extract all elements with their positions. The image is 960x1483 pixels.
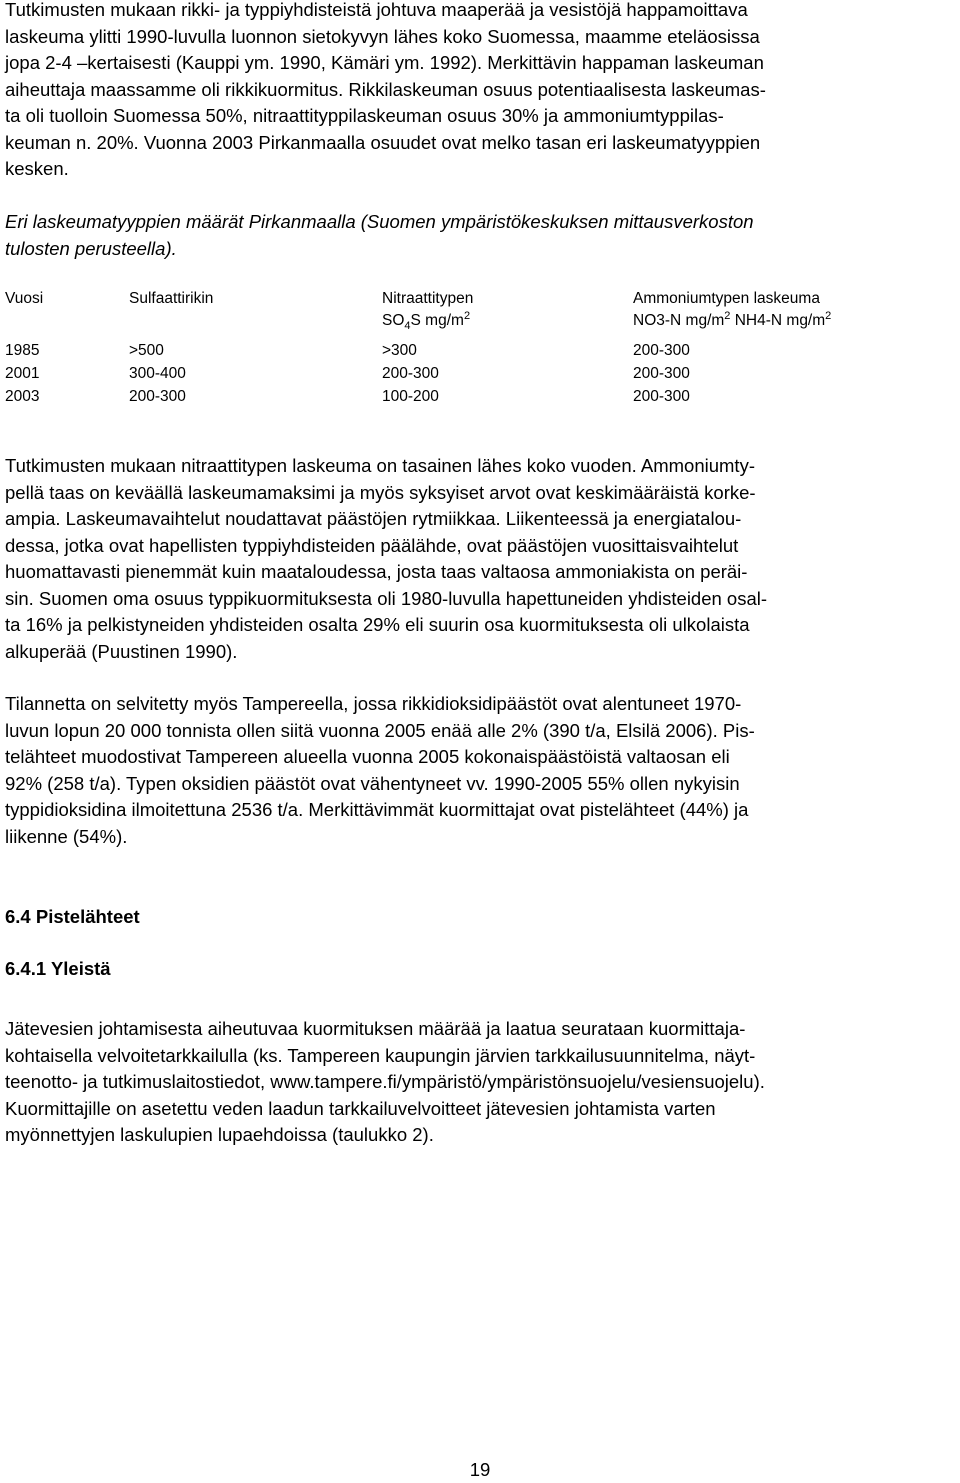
deposition-table — [5, 290, 945, 411]
table-row — [5, 342, 945, 365]
header-year: Vuosi — [5, 290, 44, 307]
subsection-heading: 6.4.1 Yleistä — [5, 958, 111, 979]
cell-ammonium: 200-300 — [633, 365, 690, 382]
table-row — [5, 365, 945, 388]
cell-year: 2003 — [5, 388, 40, 405]
cell-nitrate: >300 — [382, 342, 417, 359]
text-line: kesken. — [5, 158, 69, 179]
text-line: luvun lopun 20 000 tonnista ollen siitä vuonna 2005 enää alle 2% (390 t/a, Elsilä 2006). Pis- — [5, 719, 755, 741]
text-line: sin. Suomen oma osuus typpikuormituksesta oli 1980-luvulla hapettuneiden yhdisteiden osal- — [5, 587, 768, 609]
table-row — [5, 388, 945, 411]
header-ammonium — [633, 290, 831, 330]
text-line: Tilannetta on selvitetty myös Tampereella, jossa rikkidioksidipäästöt ovat alentuneet 1970- — [5, 693, 742, 714]
header-nitrate-label: Nitraattitypen — [382, 290, 474, 307]
cell-year: 2001 — [5, 365, 40, 382]
caption-line: tulosten perusteella). — [5, 237, 177, 259]
cell-sulfate: >500 — [129, 342, 164, 359]
cell-nitrate: 100-200 — [382, 388, 439, 405]
header-so4-unit: $SO_4S$ $mg/m^2$ — [382, 309, 471, 333]
cell-sulfate: 300-400 — [129, 365, 186, 382]
page-number: 19 — [469, 1459, 491, 1480]
text-line: Jätevesien johtamisesta aiheutuvaa kuormituksen määrää ja laatua seurataan kuormittaja- — [5, 1018, 746, 1039]
cell-year: 1985 — [5, 342, 40, 359]
text-line: ta 16% ja pelkistyneiden yhdisteiden osalta 29% eli suurin osa kuormituksesta oli ulkolaista — [5, 614, 750, 635]
text-line: myönnettyjen laskulupien lupaehdoissa (taulukko 2). — [5, 1124, 434, 1145]
general-paragraph — [5, 1016, 953, 1149]
text-line: Kuormittajille on asetettu veden laadun tarkkailuvelvoitteet jätevesien johtamista varten — [5, 1097, 716, 1119]
text-line: kohtaisella velvoitetarkkailulla (ks. Tampereen kaupungin järvien tarkkailusuunnitelma, näyt- — [5, 1044, 756, 1066]
text-line: alkuperää (Puustinen 1990). — [5, 640, 238, 662]
text-line: laskeuma ylitti 1990-luvulla luonnon sietokyvyn lähes koko Suomessa, maamme eteläosissa — [5, 25, 760, 47]
table-header-row — [5, 290, 945, 342]
text-line: Tutkimusten mukaan rikki- ja typpiyhdisteistä johtuva maaperää ja vesistöjä happamoittava — [5, 0, 748, 20]
text-line: liikenne (54%). — [5, 825, 128, 847]
header-ammonium-label: Ammoniumtypen laskeuma — [633, 290, 820, 307]
text-line: Tutkimusten mukaan nitraattitypen laskeuma on tasainen lähes koko vuoden. Ammoniumty- — [5, 455, 755, 476]
text-line: teenotto- ja tutkimuslaitostiedot, www.tampere.fi/ympäristö/ympäristönsuojelu/vesiensuojelu). — [5, 1071, 765, 1092]
text-line: dessa, jotka ovat hapellisten typpiyhdisteiden päälähde, ovat päästöjen vuosittaisvaihtelut — [5, 534, 739, 556]
tampere-paragraph — [5, 691, 953, 850]
intro-paragraph — [5, 0, 953, 183]
header-sulfate: Sulfaattirikin — [129, 290, 214, 307]
table-caption — [5, 209, 953, 262]
text-line: ampia. Laskeumavaihtelut noudattavat päästöjen rytmiikkaa. Liikenteessä ja energiatalou- — [5, 508, 742, 529]
text-line: typpidioksidina ilmoitettuna 2536 t/a. Merkittävimmät kuormittajat ovat pistelähteet (44%) ja — [5, 799, 749, 820]
text-line: 92% (258 t/a). Typen oksidien päästöt ovat vähentyneet vv. 1990-2005 55% ollen nykyisin — [5, 772, 740, 794]
text-line: aiheuttaja maassamme oli rikkikuormitus. Rikkilaskeuman osuus potentiaalisesta laskeumas- — [5, 78, 766, 100]
caption-line: Eri laskeumatyyppien määrät Pirkanmaalla (Suomen ympäristökeskuksen mittausverkoston — [5, 211, 754, 232]
cell-sulfate: 200-300 — [129, 388, 186, 405]
text-line: jopa 2-4 –kertaisesti (Kauppi ym. 1990, Kämäri ym. 1992). Merkittävin happaman laskeuman — [5, 52, 764, 73]
header-nitrate — [382, 290, 474, 333]
header-no3-nh4-units: NO3-N $mg/m^2$ NH4-N $mg/m^2$ — [633, 309, 832, 329]
nitrate-paragraph — [5, 453, 953, 665]
cell-ammonium: 200-300 — [633, 388, 690, 405]
text-line: pellä taas on keväällä laskeumamaksimi ja myös syksyiset arvot ovat keskimääräistä korke- — [5, 481, 756, 503]
text-line: telähteet muodostivat Tampereen alueella vuonna 2005 kokonaispäästöistä valtaosan eli — [5, 746, 730, 767]
text-line: ta oli tuolloin Suomessa 50%, nitraattityppilaskeuman osuus 30% ja ammoniumtyppilas- — [5, 105, 724, 126]
cell-nitrate: 200-300 — [382, 365, 439, 382]
text-line: huomattavasti pienemmät kuin maataloudessa, josta taas valtaosa ammoniakista on peräi- — [5, 561, 748, 582]
cell-ammonium: 200-300 — [633, 342, 690, 359]
text-line: keuman n. 20%. Vuonna 2003 Pirkanmaalla osuudet ovat melko tasan eri laskeumatyyppien — [5, 131, 761, 153]
section-heading: 6.4 Pistelähteet — [5, 906, 140, 927]
